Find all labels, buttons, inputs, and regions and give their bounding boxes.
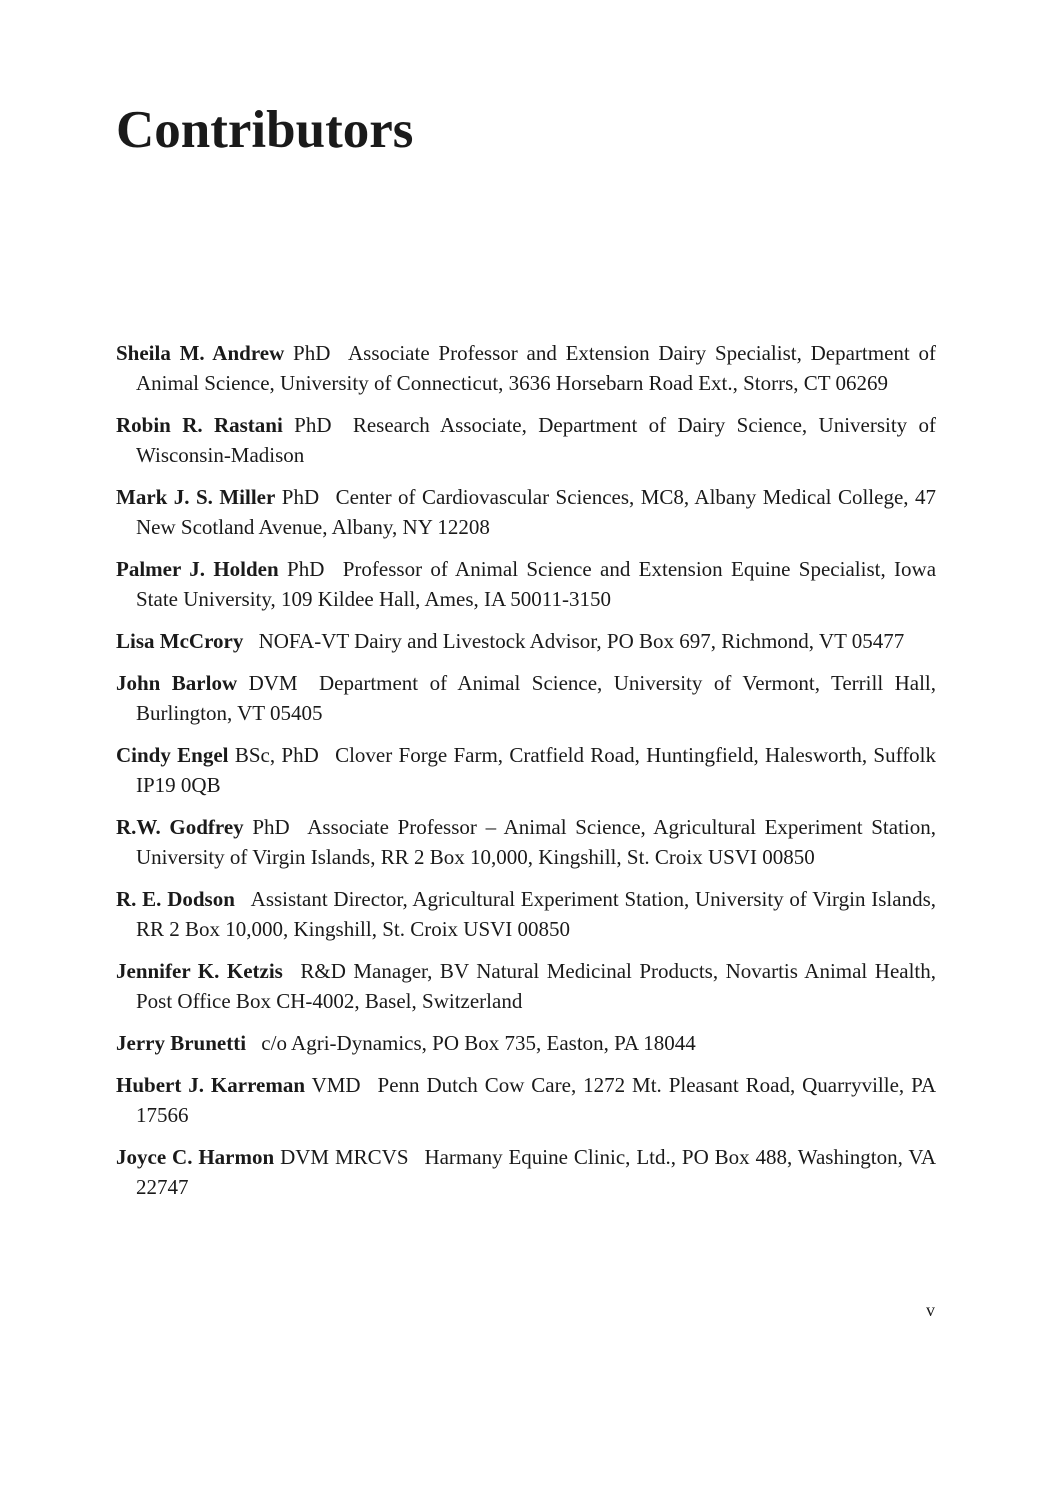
contributor-affiliation: Associate Professor and Extension Dairy Specialist, Department of Animal Science, University of Connecticut, 3636 Horsebarn Road Ext., Storrs, CT 06269 [136,341,937,395]
contributor-credentials: BSc, PhD [234,743,319,767]
contributor-name: Mark J. S. Miller [116,485,276,509]
contributor-credentials: PhD [281,485,320,509]
contributor-entry [116,812,936,872]
contributor-affiliation: Assistant Director, Agricultural Experiment Station, University of Virgin Islands, RR 2 Box 10,000, Kingshill, St. Croix USVI 00850 [136,887,936,941]
contributor-affiliation: Department of Animal Science, University of Vermont, Terrill Hall, Burlington, VT 05405 [136,671,937,725]
contributor-affiliation: Penn Dutch Cow Care, 1272 Mt. Pleasant Road, Quarryville, PA 17566 [136,1073,937,1127]
contributor-name: Hubert J. Karreman [116,1073,306,1097]
contributor-name: Joyce C. Harmon [116,1145,275,1169]
contributor-credentials: PhD [293,341,331,365]
contributor-entry [116,1028,936,1058]
contributor-credentials: DVM MRCVS [280,1145,409,1169]
contributor-credentials: PhD [287,557,325,581]
contributor-name: Sheila M. Andrew [116,341,285,365]
contributor-entry [116,668,936,728]
contributor-affiliation: c/o Agri-Dynamics, PO Box 735, Easton, PA 18044 [261,1031,696,1055]
page-number: v [926,1300,935,1320]
contributor-entry [116,956,936,1016]
contributor-entry [116,482,936,542]
contributor-affiliation: Associate Professor – Animal Science, Agricultural Experiment Station, University of Virgin Islands, RR 2 Box 10,000, Kingshill, St. Croix USVI 00850 [136,815,936,869]
contributor-credentials: PhD [252,815,290,839]
contributor-entry [116,1142,936,1202]
contributor-name: Jerry Brunetti [116,1031,247,1055]
contributor-affiliation: Harmany Equine Clinic, Ltd., PO Box 488, Washington, VA 22747 [136,1145,936,1199]
contributor-name: Cindy Engel [116,743,229,767]
contributor-affiliation: Center of Cardiovascular Sciences, MC8, Albany Medical College, 47 New Scotland Avenue, Albany, NY 12208 [136,485,936,539]
page-title: Contributors [116,101,414,159]
contributor-credentials: PhD [294,413,332,437]
contributor-affiliation: NOFA-VT Dairy and Livestock Advisor, PO Box 697, Richmond, VT 05477 [258,629,905,653]
contributor-name: Lisa McCrory [116,629,244,653]
contributor-entry [116,410,936,470]
contributor-name: Jennifer K. Ketzis [116,959,283,983]
contributor-affiliation: Professor of Animal Science and Extension Equine Specialist, Iowa State University, 109 Kildee Hall, Ames, IA 50011-3150 [136,557,937,611]
contributor-name: R.W. Godfrey [116,815,244,839]
contributor-entry [116,1070,936,1130]
contributor-list [116,338,936,1214]
contributor-entry [116,338,936,398]
contributor-affiliation: Research Associate, Department of Dairy Science, University of Wisconsin-Madison [136,413,937,467]
contributor-name: Palmer J. Holden [116,557,279,581]
contributor-name: R. E. Dodson [116,887,235,911]
contributor-name: John Barlow [116,671,238,695]
contributor-entry [116,740,936,800]
contributor-credentials: DVM [248,671,298,695]
contributor-credentials: VMD [311,1073,361,1097]
contributor-affiliation: R&D Manager, BV Natural Medicinal Products, Novartis Animal Health, Post Office Box CH-4002, Basel, Switzerland [136,959,937,1013]
contributor-name: Robin R. Rastani [116,413,283,437]
contributor-entry [116,554,936,614]
contributor-entry [116,884,936,944]
contributor-affiliation: Clover Forge Farm, Cratfield Road, Huntingfield, Halesworth, Suffolk IP19 0QB [136,743,937,797]
contributor-entry [116,626,936,656]
